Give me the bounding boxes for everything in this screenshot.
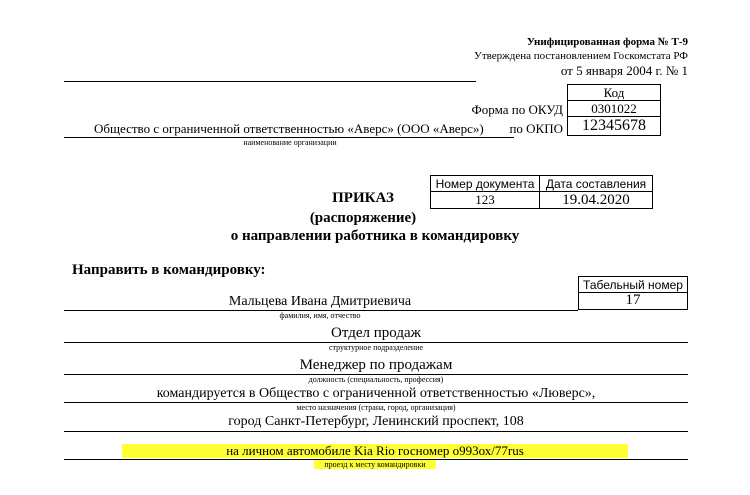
destination-caption: место назначения (страна, город, организация) [296, 403, 456, 412]
doc-date-value: 19.04.2020 [539, 191, 653, 209]
doc-number-header: Номер документа [430, 175, 540, 192]
tab-number-value: 17 [578, 292, 688, 310]
title-purpose: о направлении работника в командировку [230, 228, 520, 244]
tab-number-header: Табельный номер [578, 276, 688, 293]
transport-caption: проезд к месту командировки [314, 460, 436, 469]
doc-date-header: Дата составления [539, 175, 653, 192]
dept-value: Отдел продаж [331, 325, 421, 341]
title-prikaz: ПРИКАЗ [332, 190, 394, 206]
approved-date: от 5 января 2004 г. № 1 [560, 63, 688, 78]
transport-value: на личном автомобиле Kia Rio госномер о993ох/77rus [226, 443, 524, 458]
position-caption: должность (специальность, профессия) [308, 375, 444, 384]
okud-value: 0301022 [567, 100, 661, 117]
top-rule [64, 81, 476, 82]
destination-value: командируется в Общество с ограниченной ответственностью «Люверс», [156, 386, 596, 401]
fio-caption: фамилия, имя, отчество [279, 311, 361, 320]
organization-name: Общество с ограниченной ответственностью «Аверс» (ООО «Аверс») [94, 121, 484, 136]
okpo-value: 12345678 [567, 116, 661, 136]
organization-caption: наименование организации [243, 138, 337, 147]
address-value: город Санкт-Петербург, Ленинский проспект, 108 [228, 414, 524, 429]
position-value: Менеджер по продажам [299, 357, 453, 373]
okud-label: Форма по ОКУД [471, 102, 563, 117]
kod-header: Код [567, 84, 661, 101]
title-subtitle: (распоряжение) [309, 210, 417, 226]
direct-label: Направить в командировку: [72, 262, 266, 278]
okpo-label: по ОКПО [509, 121, 563, 136]
dept-caption: структурное подразделение [328, 343, 424, 352]
address-rule [64, 431, 688, 432]
doc-number-value: 123 [430, 191, 540, 209]
approved-text: Утверждена постановлением Госкомстата РФ [474, 50, 688, 62]
fio-value: Мальцева Ивана Дмитриевича [228, 294, 412, 309]
form-title: Унифицированная форма № Т-9 [526, 36, 688, 48]
